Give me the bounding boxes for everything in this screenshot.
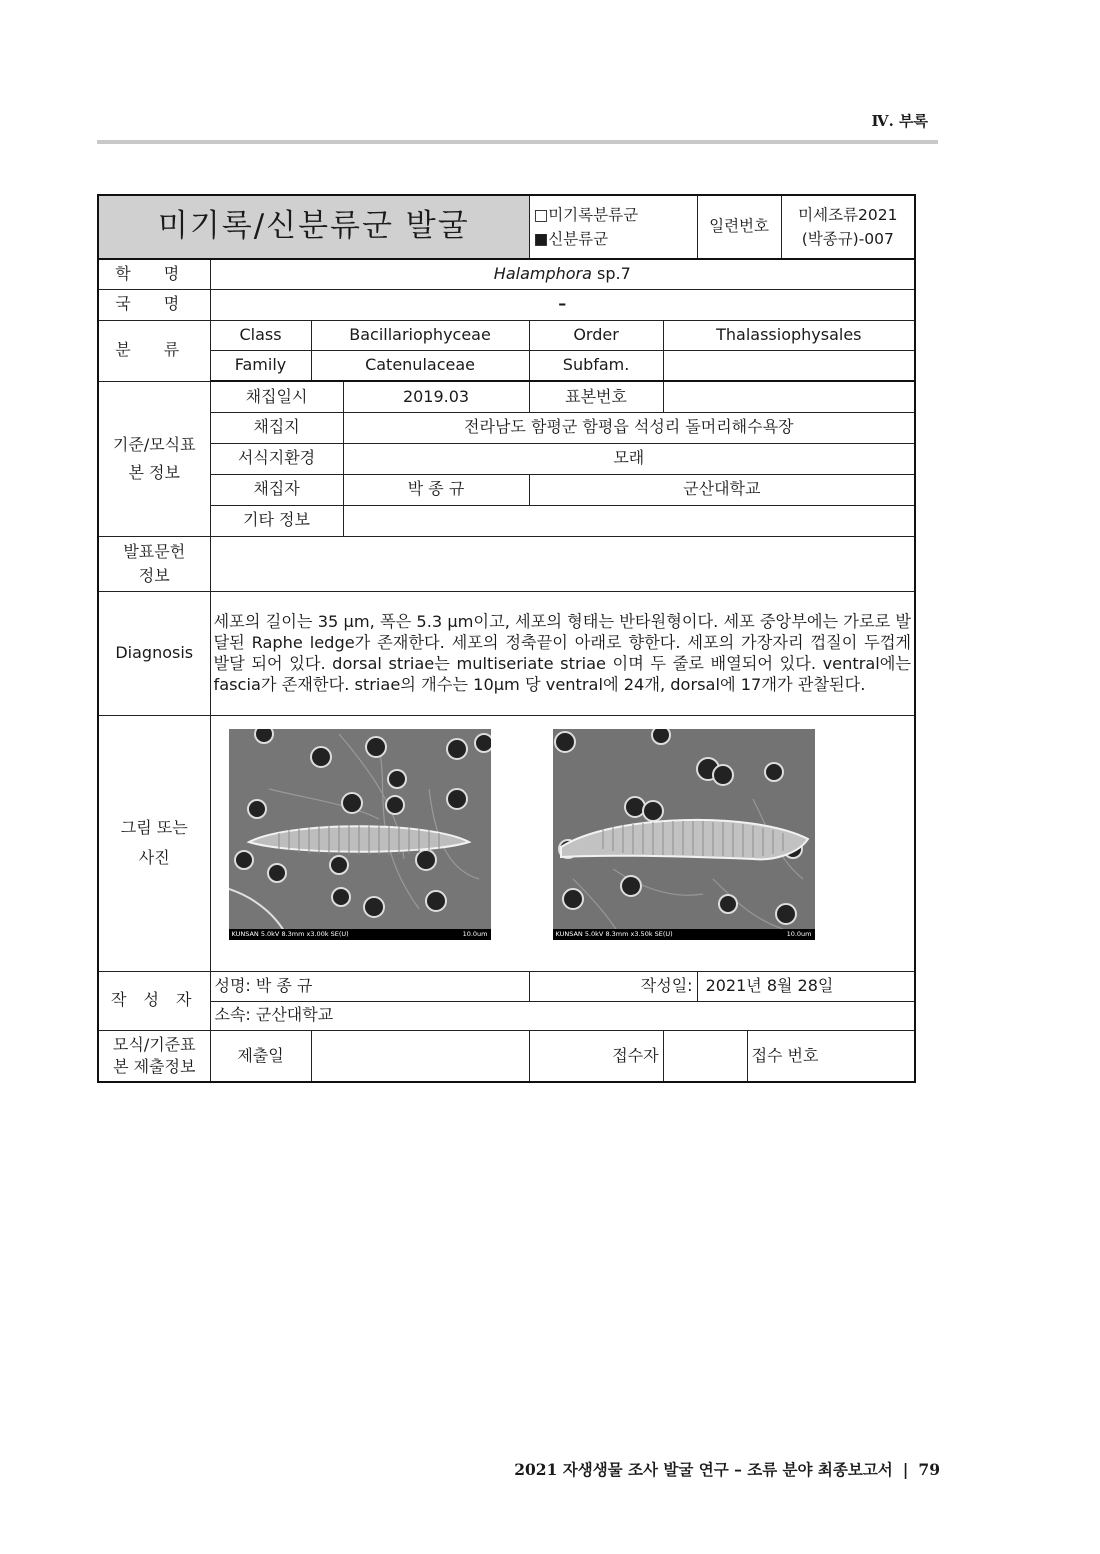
author-label: 작 성 자 xyxy=(98,971,210,1030)
sem-scale-1: 10.0um xyxy=(462,930,488,938)
publication-value xyxy=(210,536,915,591)
korean-name-value: – xyxy=(210,289,915,320)
receipt-number-label: 접수 번호 xyxy=(747,1030,915,1082)
class-label: Class xyxy=(210,320,311,350)
scientific-name-value xyxy=(210,259,915,289)
scientific-genus: Halamphora xyxy=(493,264,592,284)
specimen-number-value xyxy=(663,381,915,412)
order-value: Thalassiophysales xyxy=(663,320,915,350)
footer-title: 2021 자생생물 조사 발굴 연구 – 조류 분야 최종보고서 xyxy=(514,1460,893,1479)
habitat-label: 서식지환경 xyxy=(210,443,343,474)
scientific-name-label: 학 명 xyxy=(98,259,210,289)
serial-line-1: 미세조류2021 xyxy=(798,206,898,224)
collector-affiliation: 군산대학교 xyxy=(529,474,915,505)
subfamily-label: Subfam. xyxy=(529,350,663,381)
family-value: Catenulaceae xyxy=(311,350,529,381)
form-title: 미기록/신분류군 발굴 xyxy=(98,195,529,259)
collection-site-value: 전라남도 함평군 함평읍 석성리 돌머리해수욕장 xyxy=(343,412,915,443)
author-affiliation: 소속: 군산대학교 xyxy=(210,1001,915,1030)
habitat-value: 모래 xyxy=(343,443,915,474)
other-info-value xyxy=(343,505,915,536)
collection-site-label: 채집지 xyxy=(210,412,343,443)
receiver-value xyxy=(663,1030,747,1082)
receiver-label: 접수자 xyxy=(529,1030,663,1082)
sem-image-1 xyxy=(229,729,491,940)
record-form-table xyxy=(97,194,916,1083)
order-label: Order xyxy=(529,320,663,350)
serial-line-2: (박종규)-007 xyxy=(801,230,894,248)
serial-number-value xyxy=(781,195,915,259)
specimen-info-label: 기준/모식표 본 정보 xyxy=(98,381,210,536)
running-head: Ⅳ. 부록 xyxy=(871,112,928,130)
collection-date-label: 채집일시 xyxy=(210,381,343,412)
family-label: Family xyxy=(210,350,311,381)
sem-caption-1: KUNSAN 5.0kV 8.3mm x3.00k SE(U) xyxy=(231,930,349,938)
class-value: Bacillariophyceae xyxy=(311,320,529,350)
written-date-label: 작성일: xyxy=(529,971,697,1001)
header-rule xyxy=(97,140,938,144)
submit-date-value xyxy=(311,1030,529,1082)
page-footer xyxy=(514,1458,940,1480)
figure-cell xyxy=(210,715,915,971)
submit-date-label: 제출일 xyxy=(210,1030,311,1082)
sem-caption-bar-1 xyxy=(229,929,491,940)
diagnosis-text: 세포의 길이는 35 μm, 폭은 5.3 μm이고, 세포의 형태는 반타원형이다. 세포 중앙부에는 가로로 발달된 Raphe ledge가 존재한다. 세포의 정축끝이 아래로 향한다. 세포의 가장자리 껍질이 두껍게 발달 되어 있다. dorsal striae는 multiseriate striae 이며 두 줄로 배열되어 있다. ventral에는 fascia가 존재한다. striae의 개수는 10μm 당 ventral에 24개, dorsal에 17개가 관찰된다. xyxy=(210,591,915,715)
sem-scale-2: 10.0um xyxy=(786,930,812,938)
option-new-taxon: ■신분류군 xyxy=(533,230,609,248)
collector-label: 채집자 xyxy=(210,474,343,505)
serial-number-label: 일련번호 xyxy=(697,195,781,259)
taxon-type-options xyxy=(529,195,697,259)
page-number: 79 xyxy=(918,1460,940,1479)
sem-image-2 xyxy=(553,729,815,940)
collector-value: 박 종 규 xyxy=(343,474,529,505)
sem-caption-2: KUNSAN 5.0kV 8.3mm x3.50k SE(U) xyxy=(555,930,673,938)
submission-label: 모식/기준표 본 제출정보 xyxy=(98,1030,210,1082)
specimen-number-label: 표본번호 xyxy=(529,381,663,412)
figure-label: 그림 또는 사진 xyxy=(98,715,210,971)
korean-name-label: 국 명 xyxy=(98,289,210,320)
subfamily-value xyxy=(663,350,915,381)
diagnosis-label: Diagnosis xyxy=(98,591,210,715)
scientific-epithet: sp.7 xyxy=(591,264,631,284)
footer-separator: | xyxy=(902,1460,909,1479)
written-date-value: 2021년 8월 28일 xyxy=(697,971,915,1001)
other-info-label: 기타 정보 xyxy=(210,505,343,536)
option-unrecorded: □미기록분류군 xyxy=(533,206,639,224)
author-name: 성명: 박 종 규 xyxy=(210,971,529,1001)
collection-date-value: 2019.03 xyxy=(343,381,529,412)
sem-caption-bar-2 xyxy=(553,929,815,940)
publication-label: 발표문헌 정보 xyxy=(98,536,210,591)
classification-label: 분 류 xyxy=(98,320,210,381)
